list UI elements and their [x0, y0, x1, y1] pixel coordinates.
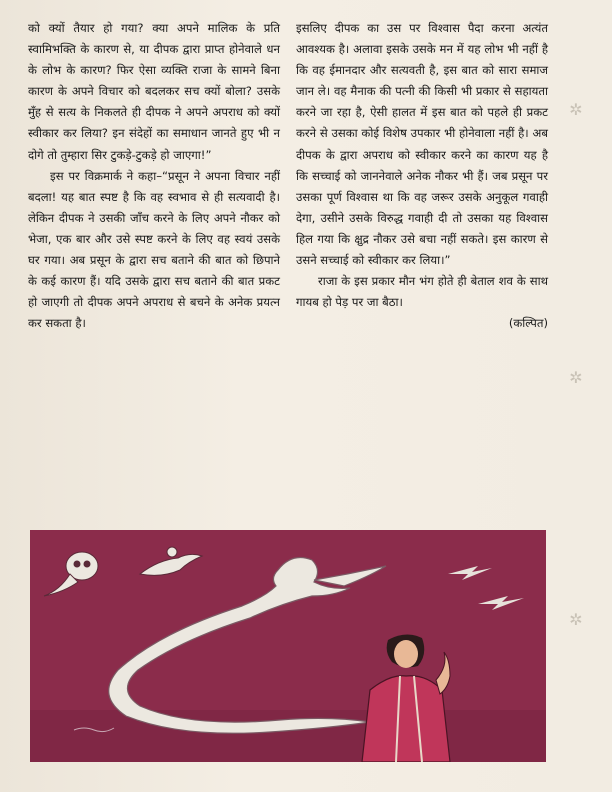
margin-ornament-icon: ✲: [569, 100, 583, 119]
margin-ornament-icon: ✲: [569, 610, 583, 629]
right-paragraph-1: इसलिए दीपक का उस पर विश्वास पैदा करना अत्यंत आवश्यक है। अलावा इसके उसके मन में यह लोभ भी नहीं है कि वह ईमानदार और सत्यवती है, इस बात को सारा समाज जान ले। वह मैनाक की पत्नी की किसी भी प्रकार से सहायता करने जा रहा है, ऐसी हालत में इस बात को पहले ही प्रकट करने से उसका कोई विशेष उपकार भी होनेवाला नहीं है। अब दीपक के द्वारा अपराध को स्वीकार करने का कारण यह है कि सच्चाई को जाननेवाले अनेक नौकर भी हैं। जब प्रसून पर उसका पूर्ण विश्वास था कि वह जरूर उसके अनुकूल गवाही देगा, उसीने उसके विरुद्ध गवाही दी तो उसका यह विश्वास हिल गया कि क्षुद्र नौकर उसे बचा नहीं सकते। इस कारण से उसने सच्चाई को स्वीकार कर लिया।”: [296, 21, 548, 268]
right-paragraph-2: राजा के इस प्रकार मौन भंग होते ही बेताल शव के साथ गायब हो पेड़ पर जा बैठा।: [296, 274, 548, 310]
vetal-ghost-illustration: [30, 530, 546, 762]
left-column: [28, 18, 280, 334]
right-column: [296, 18, 548, 334]
story-illustration: [30, 530, 546, 762]
margin-ornament-icon: ✲: [569, 368, 583, 387]
left-paragraph-1: को क्यों तैयार हो गया? क्या अपने मालिक के प्रति स्वामिभक्ति के कारण से, या दीपक द्वारा प्राप्त होनेवाले धन के लोभ के कारण? फिर ऐसा व्यक्ति राजा के सामने बिना कारण के अपने विचार को बदलकर सच क्यों बोला? उसके मुँह से सत्य के निकलते ही दीपक ने अपने अपराध को क्यों स्वीकार कर लिया? इन संदेहों का समाधान जानते हुए भी न दोगे तो तुम्हारा सिर टुकड़े-टुकड़े हो जाएगा!”: [28, 21, 280, 162]
story-credit: (कल्पित): [508, 316, 548, 331]
left-paragraph-2: इस पर विक्रमार्क ने कहा–“प्रसून ने अपना विचार नहीं बदला! यह बात स्पष्ट है कि वह स्वभाव से ही सत्यवादी है। लेकिन दीपक ने उसकी जाँच करने के लिए अपने नौकर को भेजा, एक बार और उसे स्पष्ट करने के लिए वह स्वयं उसके घर गया। अब प्रसून के द्वारा सच बताने की बात को छिपाने के कई कारण हैं। यदि उसके द्वारा सच बताने की बात प्रकट हो जाएगी तो दीपक अपने अपराध से बचने के अनेक प्रयत्न कर सकता है।: [28, 168, 280, 331]
